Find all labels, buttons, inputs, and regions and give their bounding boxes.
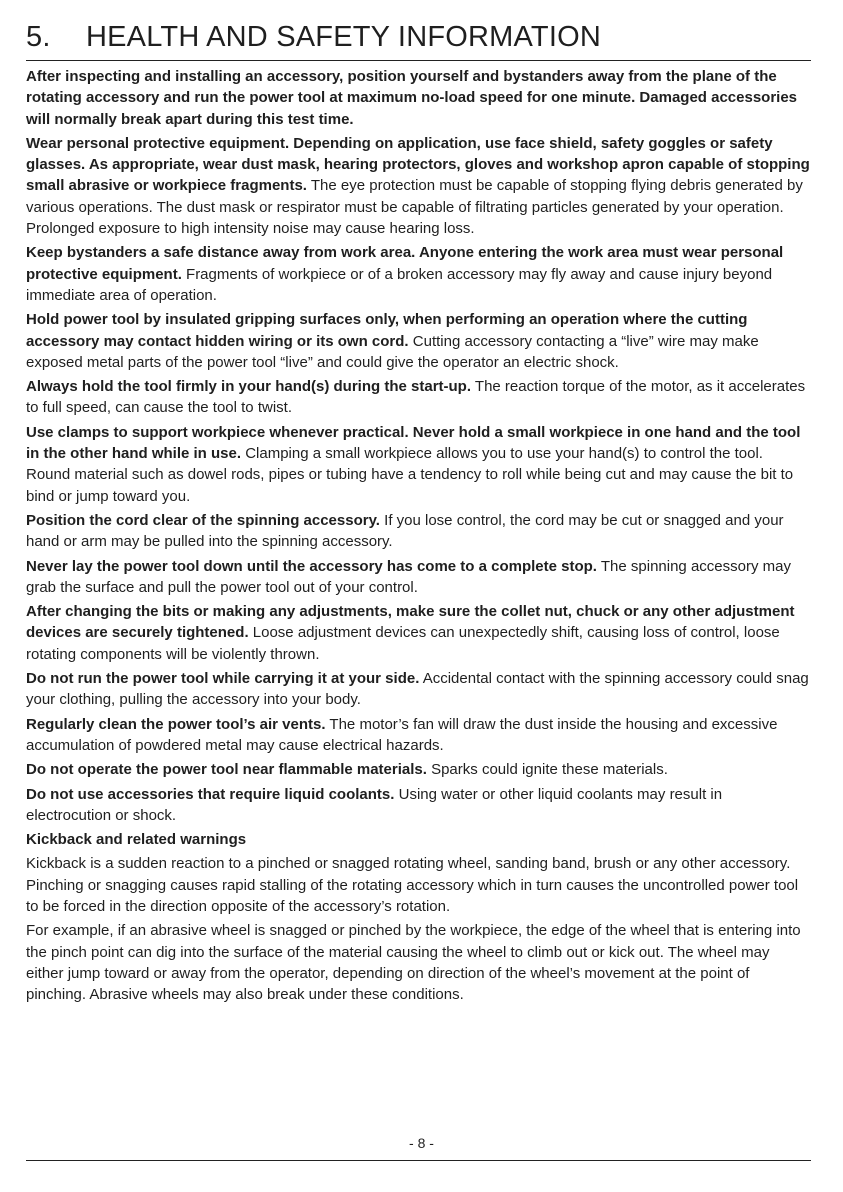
warning-lead: Use clamps to support workpiece whenever practical. Never hold a small workpiece in one hand and the tool in the other hand while in use.	[26, 423, 801, 463]
safety-paragraph-9	[26, 601, 811, 665]
kickback-heading: Kickback and related warnings	[26, 831, 247, 849]
warning-lead: Do not operate the power tool near flammable materials.	[26, 761, 427, 779]
safety-paragraph-12	[26, 759, 811, 780]
warning-lead: After changing the bits or making any adjustments, make sure the collet nut, chuck or any other adjustment devices are securely tightened.	[26, 603, 795, 642]
warning-lead: Wear personal protective equipment. Depending on application, use face shield, safety goggles or safety glasses. As appropriate, wear dust mask, hearing protectors, gloves and workshop apron capable of stopping small abrasive or workpiece fragments.	[26, 134, 810, 195]
safety-paragraph-10	[26, 668, 811, 711]
safety-paragraph-8	[26, 556, 811, 599]
warning-text: Sparks could ignite these materials.	[426, 761, 668, 779]
safety-paragraph-4	[26, 309, 811, 373]
warning-lead: Never lay the power tool down until the accessory has come to a complete stop.	[26, 557, 597, 575]
warning-lead: Always hold the tool firmly in your hand(s) during the start-up.	[26, 378, 472, 396]
safety-paragraph-5	[26, 376, 811, 419]
warning-text: The motor’s fan will draw the dust inside the housing and excessive accumulation of powdered metal may cause electrical hazards.	[26, 715, 778, 754]
warning-lead: Regularly clean the power tool’s air vents.	[26, 715, 326, 733]
safety-paragraph-3	[26, 242, 811, 306]
section-number: 5.	[26, 21, 51, 53]
warning-lead: Do not use accessories that require liquid coolants.	[26, 785, 395, 803]
warning-text: Loose adjustment devices can unexpectedly shift, causing loss of control, loose rotating components will be violently thrown.	[26, 624, 780, 663]
warning-lead: Hold power tool by insulated gripping surfaces only, when performing an operation where the cutting accessory may contact hidden wiring or its own cord.	[26, 311, 748, 350]
warning-text: The spinning accessory may grab the surface and pull the power tool out of your control.	[26, 557, 791, 596]
section-title: HEALTH AND SAFETY INFORMATION	[86, 21, 601, 53]
safety-paragraph-13	[26, 784, 811, 827]
warning-lead: Keep bystanders a safe distance away from work area. Anyone entering the work area must wear personal protective equipment.	[26, 244, 784, 283]
warning-lead: Position the cord clear of the spinning accessory.	[26, 511, 380, 529]
content-body	[26, 66, 811, 1008]
warning-text: Fragments of workpiece or of a broken accessory may fly away and cause injury beyond immediate area of operation.	[26, 265, 773, 304]
page-number: - 8 -	[409, 1135, 434, 1151]
kickback-paragraph-2: For example, if an abrasive wheel is snagged or pinched by the workpiece, the edge of the wheel that is entering into the pinch point can dig into the surface of the material causing the wheel to climb out or kick out. The wheel may either jump toward or away from the operator, depending on direction of the wheel’s movement at the point of pinching. Abrasive wheels may also break under these conditions.	[26, 922, 801, 1004]
kickback-paragraph-1: Kickback is a sudden reaction to a pinched or snagged rotating wheel, sanding band, brush or any other accessory. Pinching or snagging causes rapid stalling of the rotating accessory which in turn causes the uncontrolled power tool to be forced in the direction opposite of the accessory’s rotation.	[26, 855, 799, 915]
warning-text: The reaction torque of the motor, as it accelerates to full speed, can cause the tool to twist.	[26, 378, 806, 417]
section-heading	[26, 18, 826, 56]
safety-paragraph-6	[26, 422, 811, 507]
heading-rule	[26, 60, 811, 61]
warning-text: Clamping a small workpiece allows you to use your hand(s) to control the tool. Round material such as dowel rods, pipes or tubing have a tendency to roll while being cut and may cause the bit to bind or jump toward you.	[26, 445, 794, 505]
warning-lead: Do not run the power tool while carrying it at your side.	[26, 670, 420, 688]
safety-paragraph-11	[26, 714, 811, 757]
safety-paragraph-1	[26, 66, 811, 130]
warning-text: Accidental contact with the spinning accessory could snag your clothing, pulling the accessory into your body.	[26, 670, 809, 709]
footer-rule	[26, 1160, 811, 1161]
warning-text: The eye protection must be capable of stopping flying debris generated by various operations. The dust mask or respirator must be capable of filtrating particles generated by your operation. Prolonged exposure to high intensity noise may cause hearing loss.	[26, 177, 803, 238]
safety-paragraph-2	[26, 133, 811, 239]
warning-lead: After inspecting and installing an accessory, position yourself and bystanders away from the plane of the rotating accessory and run the power tool at maximum no-load speed for one minute. Damaged accessories will normally break apart during this test time.	[26, 68, 798, 128]
warning-text: Using water or other liquid coolants may result in electrocution or shock.	[26, 785, 723, 824]
safety-paragraph-7	[26, 510, 811, 553]
warning-text: If you lose control, the cord may be cut or snagged and your hand or arm may be pulled into the spinning accessory.	[26, 511, 784, 551]
warning-text: Cutting accessory contacting a “live” wire may make exposed metal parts of the power tool “live” and could give the operator an electric shock.	[26, 332, 759, 371]
